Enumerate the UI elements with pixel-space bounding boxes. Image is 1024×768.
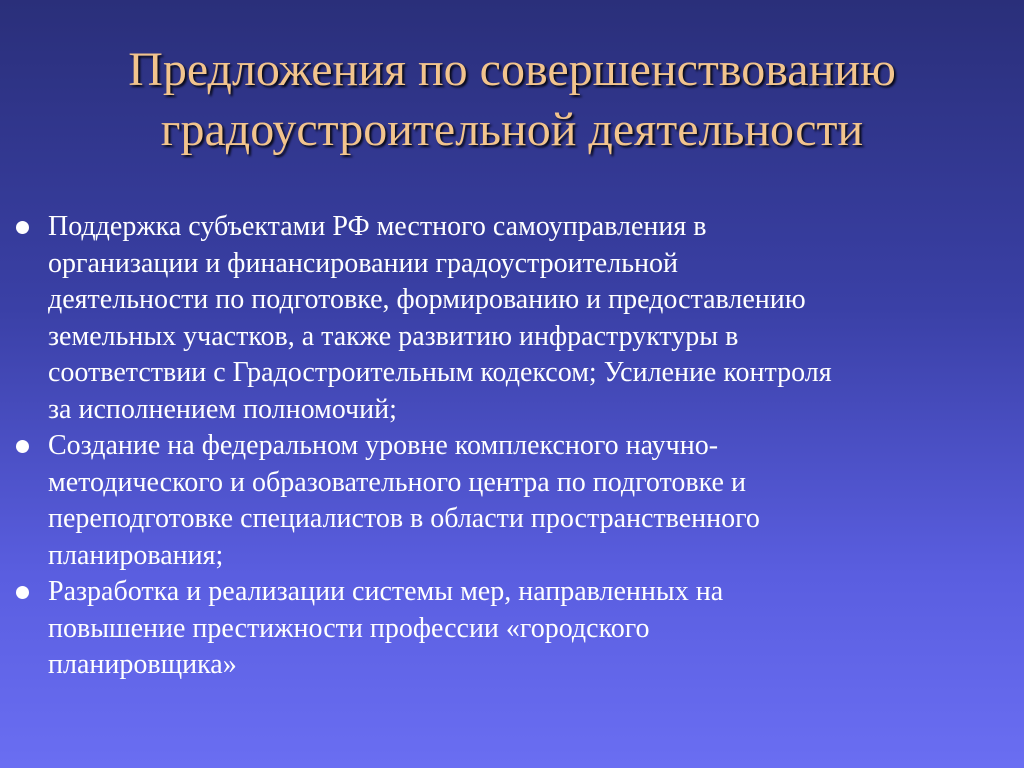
bullet-item-2 [10, 428, 1010, 574]
bullet-list [10, 209, 1010, 684]
bullet-1-line-6: за исполнением полномочий; [48, 393, 397, 425]
bullet-2-line-4: планирования; [48, 539, 224, 571]
bullet-dot-icon [16, 586, 29, 599]
bullet-1-line-3: деятельности по подготовке, формированию и предоставлению [48, 284, 806, 315]
bullet-dot-icon [16, 440, 29, 453]
bullet-2-line-2: методического и образовательного центра по подготовке и [48, 466, 746, 498]
slide-title [30, 40, 994, 160]
bullet-item-1 [10, 209, 1010, 428]
bullet-1-line-2: организации и финансировании градоустроительной [48, 247, 678, 279]
bullet-2-line-1: Создание на федеральном уровне комплексного научно- [48, 430, 719, 461]
bullet-1-line-5: соответствии с Градостроительным кодексом; Усиление контроля [48, 357, 832, 388]
bullet-3-line-3: планировщика» [48, 649, 237, 680]
bullet-1-line-4: земельных участков, а также развитию инфраструктуры в [48, 320, 739, 352]
bullet-3-line-2: повышение престижности профессии «городского [48, 612, 650, 644]
bullet-dot-icon [16, 221, 29, 234]
bullet-2-line-3: переподготовке специалистов в области пространственного [48, 503, 760, 534]
bullet-item-3 [10, 574, 1010, 684]
title-line-1: Предложения по совершенствованию [128, 43, 896, 96]
bullet-1-line-1: Поддержка субъектами РФ местного самоуправления в [48, 211, 707, 242]
bullet-3-line-1: Разработка и реализации системы мер, направленных на [48, 576, 724, 607]
title-line-2: градоустроительной деятельности [160, 103, 864, 156]
